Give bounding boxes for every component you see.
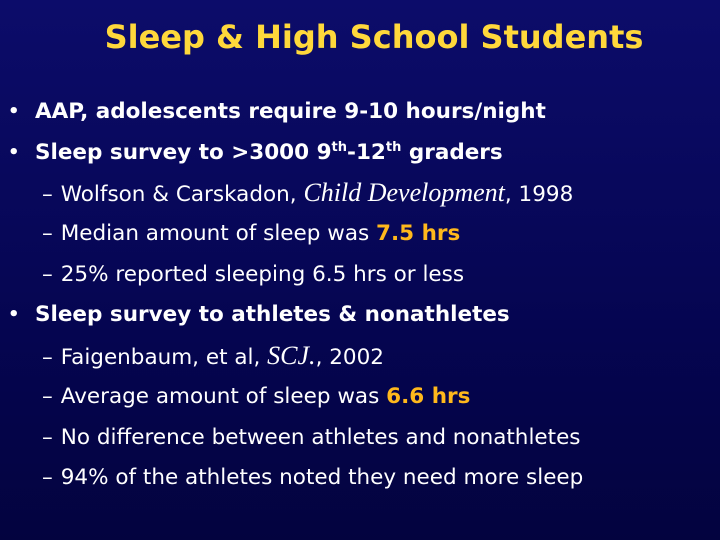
superscript: th <box>331 139 348 155</box>
sub-item-no-difference <box>0 420 720 461</box>
bullet-text: Sleep survey to athletes & nonathletes <box>35 302 510 328</box>
superscript: th <box>385 139 402 155</box>
bullet-text-part: -12 <box>347 139 386 165</box>
dash-icon: – <box>42 424 53 450</box>
bullet-item-aap <box>0 94 720 135</box>
bullet-icon: • <box>8 141 20 163</box>
bullet-icon: • <box>8 101 20 122</box>
sub-item-25-percent <box>0 257 720 298</box>
sub-text: No difference between athletes and nonathletes <box>60 424 581 450</box>
dash-icon: – <box>42 182 53 208</box>
sub-item-citation-faigenbaum <box>0 338 720 379</box>
highlight-value: 7.5 hrs <box>376 221 461 247</box>
sub-text: , 2002 <box>315 345 384 371</box>
sub-text: Faigenbaum, et al, <box>60 345 268 371</box>
highlight-value: 6.6 hrs <box>386 383 471 409</box>
bullet-item-athletes-survey <box>0 297 720 338</box>
dash-icon: – <box>42 465 53 491</box>
journal-title: SCJ. <box>267 341 316 371</box>
dash-icon: – <box>42 345 53 371</box>
sub-item-average-sleep <box>0 379 720 420</box>
sub-text: 94% of the athletes noted they need more sleep <box>60 465 584 491</box>
slide-title: Sleep & High School Students <box>104 18 644 56</box>
dash-icon: – <box>42 383 53 409</box>
bullet-icon: • <box>8 304 20 326</box>
sub-text: 25% reported sleeping 6.5 hrs or less <box>60 261 465 287</box>
sub-item-median-sleep <box>0 216 720 257</box>
sub-text: Average amount of sleep was <box>60 383 387 409</box>
sub-text: Wolfson & Carskadon, <box>60 182 304 208</box>
dash-icon: – <box>42 221 53 247</box>
journal-title: Child Development <box>303 178 505 208</box>
bullet-text-part: Sleep survey to >3000 9 <box>35 139 332 165</box>
sub-text: Median amount of sleep was <box>60 221 377 247</box>
sub-item-94-percent <box>0 460 720 501</box>
sub-item-citation-wolfson <box>0 175 720 216</box>
bullet-item-survey-graders <box>0 135 720 176</box>
bullet-list <box>0 94 720 501</box>
sub-text: , 1998 <box>504 182 574 208</box>
bullet-text: AAP, adolescents require 9-10 hours/night <box>35 99 546 124</box>
bullet-text-part: graders <box>401 139 503 165</box>
dash-icon: – <box>42 261 53 287</box>
